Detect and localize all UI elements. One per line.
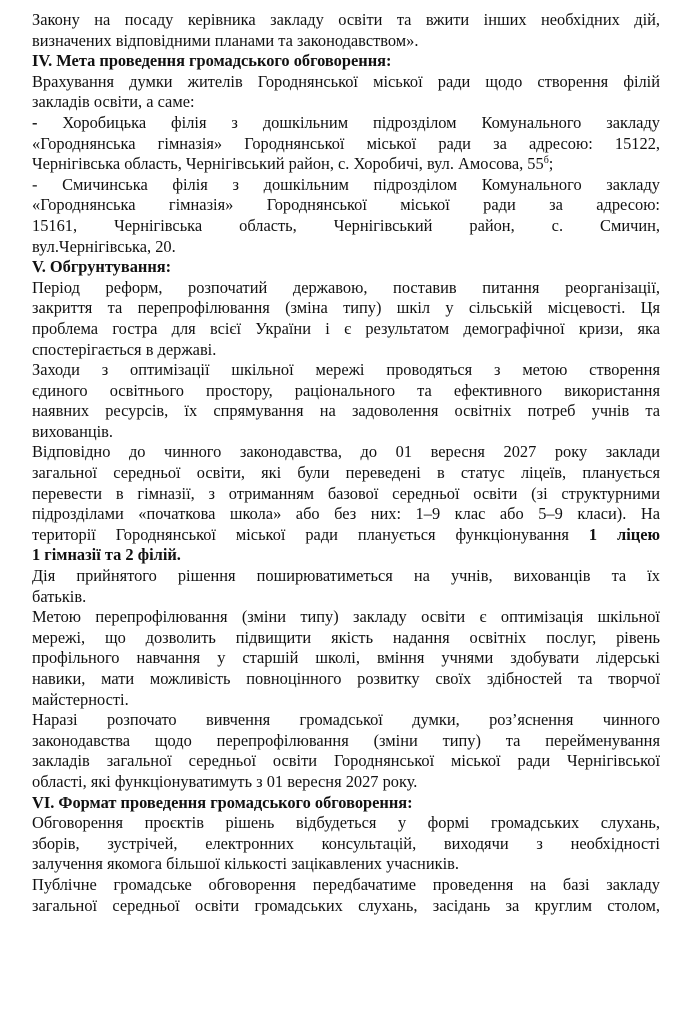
paragraph-line (32, 525, 660, 546)
paragraph-line: зборів, зустрічей, електронних консультацій, виходячи з необхідності (32, 833, 660, 853)
paragraph-line: Обговорення проєктів рішень відбудеться у формі громадських слухань, (32, 813, 660, 833)
paragraph-line: наявних ресурсів, їх спрямування на задоволення освітніх потреб учнів та (32, 401, 660, 421)
paragraph-line: закриття та перепрофілювання (зміна типу) шкіл у сільській місцевості. Ця (32, 298, 660, 318)
list-item-line: 15161, Чернігівська область, Чернігівський район, с. Смичин, (32, 215, 660, 235)
intro-line: Закону на посаду керівника закладу освіти та вжити інших необхідних дій, (32, 10, 660, 29)
paragraph-line: профільного навчання у старшій школі, вміння учнями здобувати лідерські (32, 648, 660, 668)
section-6-heading: VI. Формат проведення громадського обговорення: (32, 792, 413, 812)
paragraph-line: закладів освіти, а саме: (32, 92, 195, 112)
bold-count: 1 ліцею (568, 524, 660, 544)
paragraph-line: мережі, що дозволить підвищити якість надання освітніх послуг, рівень (32, 627, 660, 647)
document-page (32, 10, 660, 916)
paragraph-line: Дія прийнятого рішення поширюватиметься на учнів, вихованців та їх (32, 566, 660, 586)
paragraph-line: залучення якомога більшої кількості зацікавлених учасників. (32, 854, 459, 874)
paragraph-line: законодавства щодо перепрофілювання (зміни типу) та перейменування (32, 730, 660, 750)
paragraph-line: Відповідно до чинного законодавства, до 01 вересня 2027 року заклади (32, 442, 660, 462)
paragraph-line: перевести в гімназії, з отриманням базової середньої освіти (зі структурними (32, 483, 660, 503)
paragraph-line: вихованців. (32, 421, 114, 441)
paragraph-line: майстерності. (32, 689, 129, 709)
list-item-line: «Городнянська гімназія» Городнянської міської ради за адресою: 15122, (32, 133, 660, 153)
list-item-line: вул.Чернігівська, 20. (32, 236, 176, 256)
address-tail: ; (548, 154, 554, 174)
bold-count-line: 1 гімназії та 2 філій. (32, 545, 181, 565)
list-bullet: - (32, 112, 63, 132)
paragraph-line: Публічне громадське обговорення передбачатиме проведення на базі закладу (32, 874, 660, 894)
list-item-line: - Смичинська філія з дошкільним підрозділом Комунального закладу (32, 174, 660, 194)
paragraph-line: Метою перепрофілювання (зміни типу) закладу освіти є оптимізація шкільної (32, 607, 660, 627)
list-item-text: Хоробицька філія з дошкільним підрозділом Комунального закладу (62, 112, 660, 132)
paragraph-line: Врахування думки жителів Городнянської міської ради щодо створення філій (32, 71, 660, 91)
paragraph-line: спостерігається в державі. (32, 339, 217, 359)
paragraph-line: Період реформ, розпочатий державою, поставив питання реорганізації, (32, 277, 660, 297)
paragraph-line: Заходи з оптимізації шкільної мережі проводяться з метою створення (32, 360, 660, 380)
section-5-heading: V. Обгрунтування: (32, 257, 172, 277)
paragraph-line: загальної середньої освіти громадських слухань, засідань за круглим столом, (32, 895, 660, 915)
paragraph-line: загальної середньої освіти, які були переведені в статус ліцеїв, планується (32, 463, 660, 483)
paragraph-line: навики, мати можливість повноцінного розвитку своїх здібностей та творчої (32, 669, 660, 688)
paragraph-line: проблема гостра для всієї України і є результатом демографічної кризи, яка (32, 318, 660, 338)
paragraph-line: закладів загальної середньої освіти Городнянської міської ради Чернігівської (32, 751, 660, 771)
list-item-line (32, 113, 660, 134)
paragraph-line: єдиного освітнього простору, раціонального та ефективного використання (32, 380, 660, 400)
list-item-line (32, 154, 660, 175)
intro-line: визначених відповідними планами та законодавством». (32, 30, 419, 50)
address-superscript: б (543, 155, 549, 167)
paragraph-line: Наразі розпочато вивчення громадської думки, роз’яснення чинного (32, 710, 660, 730)
address-text: Чернігівська область, Чернігівський район, с. Хоробичі, вул. Амосова, 55 (32, 154, 544, 174)
paragraph-line: області, які функціонуватимуть з 01 вересня 2027 року. (32, 771, 418, 791)
paragraph-text: території Городнянської міської ради планується функціонування (32, 524, 569, 544)
section-4-heading: IV. Мета проведення громадського обговорення: (32, 51, 392, 71)
list-item-line: «Городнянська гімназія» Городнянської міської ради за адресою: (32, 195, 660, 215)
paragraph-line: батьків. (32, 586, 87, 606)
paragraph-line: підрозділами «початкова школа» або без них: 1–9 клас або 5–9 класи). На (32, 504, 660, 524)
